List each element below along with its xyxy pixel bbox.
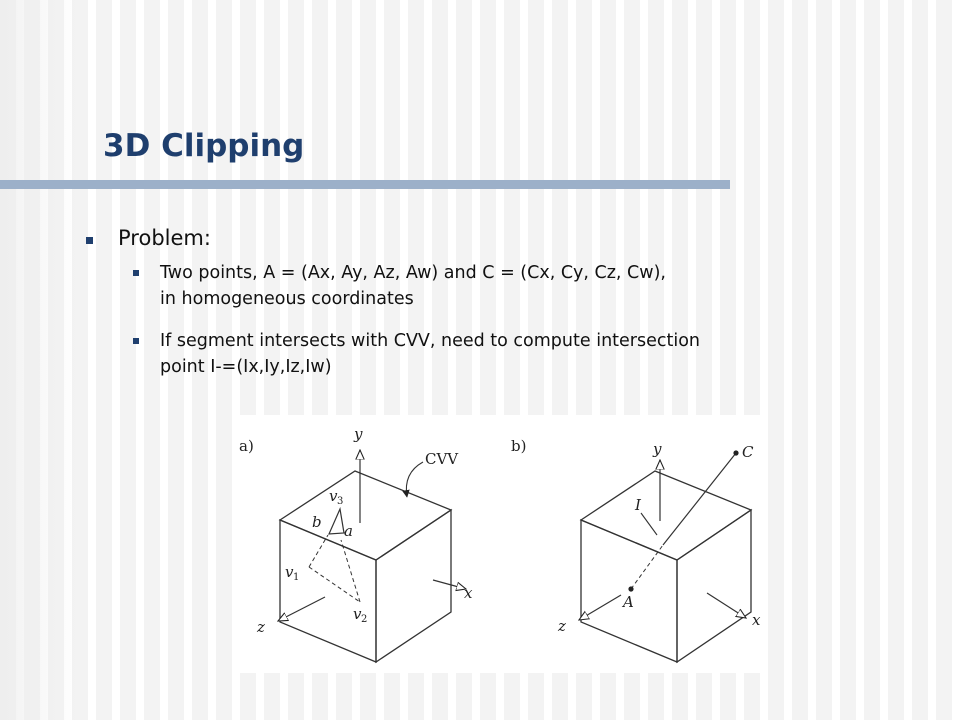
panel-b-y-label: y	[653, 440, 662, 458]
panel-b-c-label: C	[742, 443, 754, 461]
sub-bullet-intersection-line2: point I-=(Ix,Iy,Iz,Iw)	[160, 357, 332, 377]
cvv-clipping-figure	[233, 415, 768, 673]
panel-a	[239, 425, 473, 662]
sub-bullet-marker	[133, 270, 139, 276]
panel-b-a-label: A	[623, 593, 634, 611]
bullet-problem: Problem:	[118, 226, 211, 250]
panel-a-y-label: y	[354, 425, 363, 443]
panel-b-label: b)	[511, 437, 527, 455]
cvv-diagram	[233, 415, 768, 673]
slide-title: 3D Clipping	[103, 128, 305, 164]
bullet-marker	[86, 237, 93, 244]
sub-bullet-marker	[133, 338, 139, 344]
panel-b-i-pointer	[641, 513, 657, 535]
panel-b	[511, 437, 761, 662]
panel-b-point-c	[733, 450, 738, 455]
panel-a-cube	[280, 471, 451, 662]
panel-a-v1-label: v	[285, 563, 294, 581]
panel-b-i-label: I	[635, 496, 641, 514]
sub-bullet-intersection-line1: If segment intersects with CVV, need to compute intersection	[160, 331, 701, 351]
panel-a-v1-sub: 1	[293, 572, 300, 583]
panel-a-x-label: x	[464, 584, 473, 602]
panel-a-v2-label: v	[353, 605, 362, 623]
sub-bullet-points	[160, 260, 890, 312]
panel-a-b-label: b	[312, 513, 322, 531]
panel-b-cube	[581, 471, 751, 662]
panel-b-x-axis	[707, 593, 746, 618]
panel-b-z-axis	[579, 595, 621, 620]
panel-a-a-label: a	[344, 522, 353, 540]
sub-bullet-intersection	[160, 328, 890, 380]
panel-b-x-label: x	[752, 611, 761, 629]
panel-a-z-axis	[278, 597, 325, 621]
panel-a-x-axis	[433, 580, 466, 589]
panel-a-v3-label: v	[329, 487, 338, 505]
panel-a-v2-sub: 2	[361, 614, 368, 625]
sub-bullet-points-line2: in homogeneous coordinates	[160, 289, 414, 309]
panel-a-z-label: z	[257, 618, 265, 636]
panel-b-z-label: z	[558, 617, 566, 635]
panel-a-cvv-pointer	[406, 462, 423, 497]
title-underline-bar	[0, 180, 730, 189]
sub-bullet-points-line1: Two points, A = (Ax, Ay, Az, Aw) and C = (Cx, Cy, Cz, Cw),	[160, 263, 666, 283]
panel-b-point-a	[628, 586, 633, 591]
panel-a-label: a)	[239, 437, 254, 455]
panel-a-cvv-label: CVV	[425, 450, 459, 468]
background-fade	[0, 0, 80, 720]
panel-a-v3-sub: 3	[337, 496, 344, 507]
